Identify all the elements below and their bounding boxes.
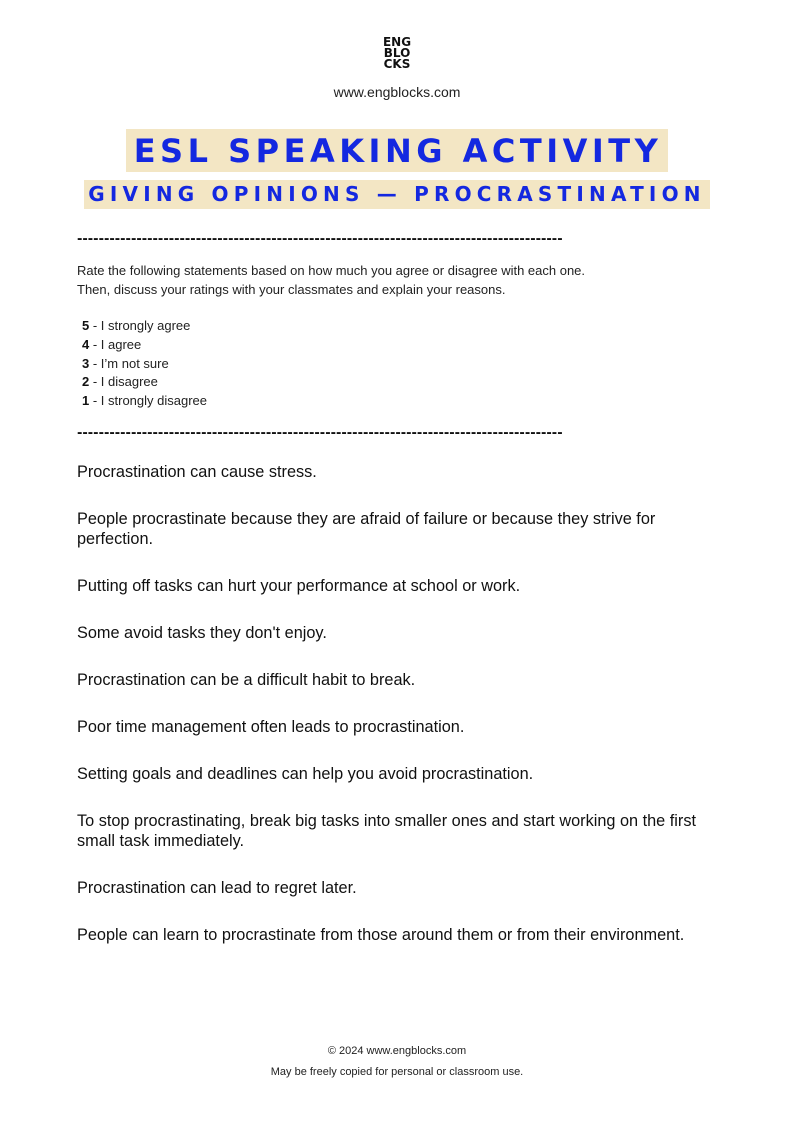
scale-item: 5 - I strongly agree	[82, 318, 191, 333]
page-title: ESL SPEAKING ACTIVITY	[126, 129, 669, 172]
statement-list	[77, 462, 727, 945]
statement: People procrastinate because they are afraid of failure or because they strive for perfection.	[77, 510, 656, 548]
statement: Setting goals and deadlines can help you avoid procrastination.	[77, 765, 534, 783]
instructions-line: Rate the following statements based on how much you agree or disagree with each one.	[77, 263, 586, 278]
logo-line: ENG	[382, 35, 412, 49]
rating-scale	[82, 317, 207, 411]
scale-item: 2 - I disagree	[82, 374, 158, 390]
scale-item: 1 - I strongly disagree	[82, 393, 208, 409]
footer-license: May be freely copied for personal or classroom use.	[270, 1066, 524, 1078]
logo-line: BLO	[383, 46, 411, 60]
statement: People can learn to procrastinate from those around them or from their environment.	[77, 926, 685, 944]
footer-copyright: © 2024 www.engblocks.com	[327, 1045, 467, 1057]
page-subtitle: GIVING OPINIONS — PROCRASTINATION	[84, 180, 709, 209]
engblocks-logo	[0, 37, 794, 70]
scale-item: 3 - I’m not sure	[82, 355, 169, 371]
scale-item: 4 - I agree	[82, 336, 142, 352]
statement: To stop procrastinating, break big tasks into smaller ones and start working on the first small task immediately.	[77, 812, 696, 850]
statement: Putting off tasks can hurt your performance at school or work.	[77, 577, 521, 595]
statement: Procrastination can cause stress.	[77, 463, 317, 481]
statement: Poor time management often leads to procrastination.	[77, 718, 465, 736]
statement: Procrastination can lead to regret later.	[77, 879, 357, 897]
divider-top: ------------------------------------------------------------------------------------------	[77, 232, 563, 247]
site-url: www.engblocks.com	[333, 84, 461, 100]
statement: Procrastination can be a difficult habit to break.	[77, 671, 416, 689]
statement: Some avoid tasks they don't enjoy.	[77, 624, 327, 642]
logo-line: CKS	[383, 57, 411, 71]
divider-bottom: ------------------------------------------------------------------------------------------	[77, 426, 563, 441]
instructions-line: Then, discuss your ratings with your classmates and explain your reasons.	[77, 281, 506, 297]
instructions	[77, 262, 717, 299]
